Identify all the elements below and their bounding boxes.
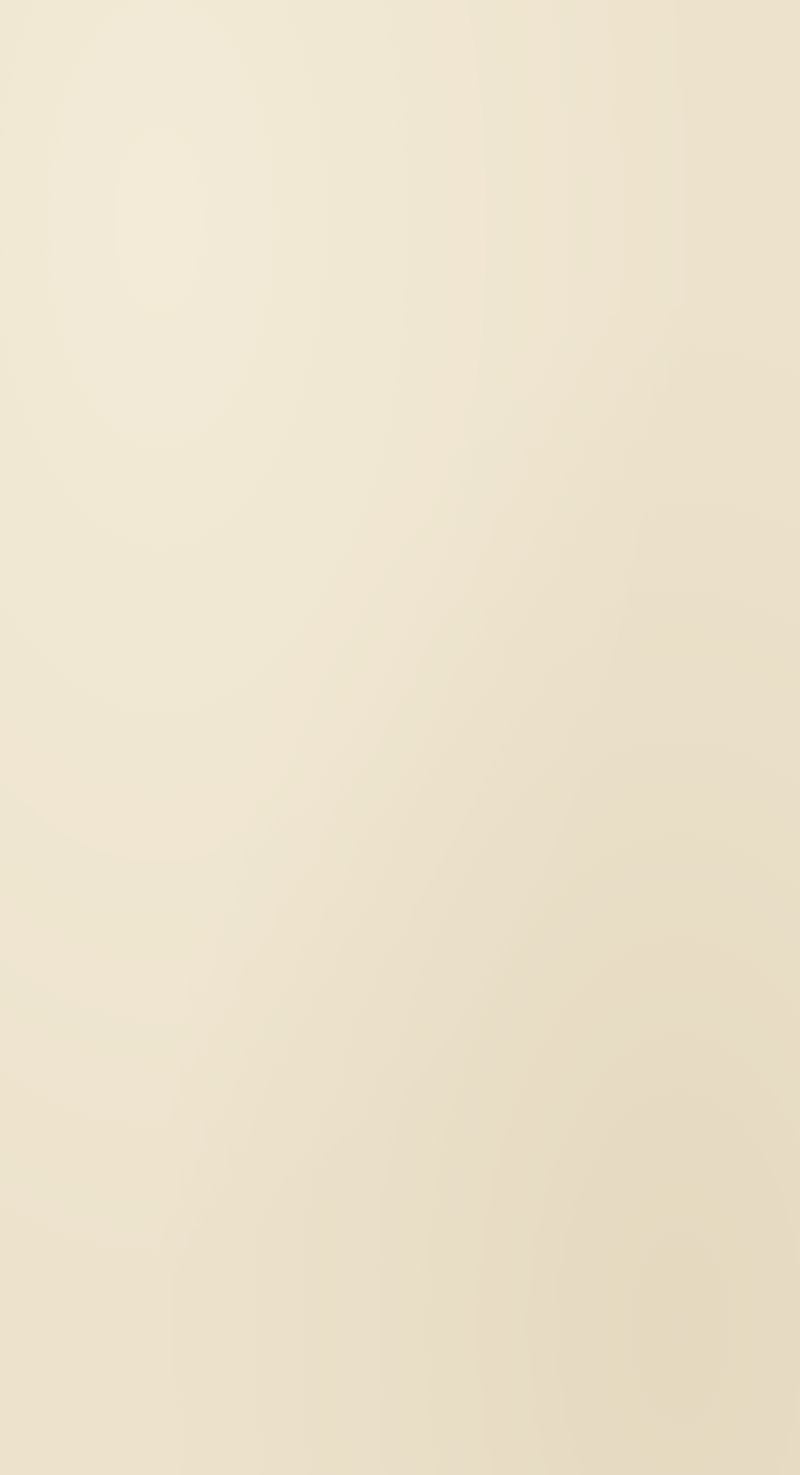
section-heading-iv (88, 140, 760, 188)
section-heading-v (88, 214, 760, 262)
book-page (88, 66, 760, 1456)
page-header (88, 66, 760, 110)
